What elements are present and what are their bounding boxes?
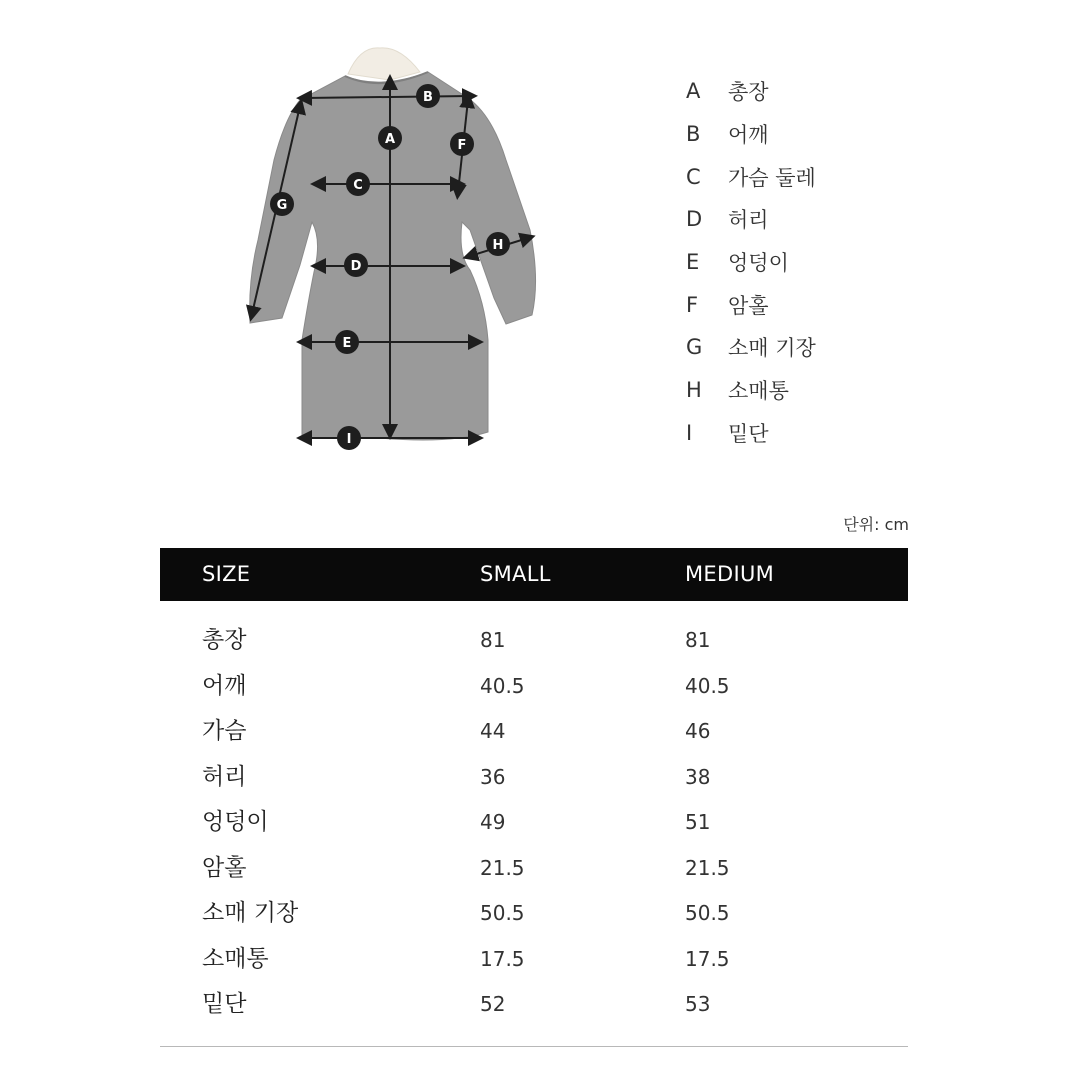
legend-letter: I: [686, 420, 693, 445]
legend-item: [686, 241, 886, 284]
row-medium: 21.5: [685, 855, 730, 880]
svg-text:C: C: [353, 178, 363, 193]
row-medium: 50.5: [685, 901, 730, 925]
row-small: 36: [480, 764, 506, 789]
legend-item: [686, 198, 886, 241]
header-small: SMALL: [480, 562, 551, 586]
marker-a: [378, 126, 402, 150]
marker-e: [335, 330, 359, 354]
legend-label: 어깨: [728, 123, 769, 148]
marker-c: [346, 172, 370, 196]
row-small: 81: [480, 628, 506, 652]
svg-text:I: I: [346, 432, 352, 447]
table-row: [160, 937, 908, 983]
legend-letter: G: [686, 335, 703, 360]
row-medium: 51: [685, 810, 711, 834]
svg-text:D: D: [350, 259, 362, 274]
row-small: 49: [480, 810, 506, 834]
row-small: 44: [480, 719, 506, 743]
marker-d: [344, 253, 368, 277]
svg-text:G: G: [276, 198, 288, 213]
table-row: [160, 982, 908, 1028]
row-medium: 81: [685, 628, 711, 652]
row-name: 총장: [202, 627, 247, 653]
marker-h: [486, 232, 510, 256]
legend-item: [686, 113, 886, 156]
marker-i: [337, 426, 361, 450]
row-name: 허리: [202, 763, 247, 790]
row-small: 50.5: [480, 901, 525, 925]
dress-illustration: [230, 40, 560, 460]
row-name: 어깨: [202, 672, 247, 699]
svg-text:F: F: [457, 138, 467, 153]
table-row: [160, 846, 908, 892]
legend-letter: H: [686, 378, 702, 403]
legend-letter: B: [686, 122, 701, 147]
row-name: 소매통: [202, 945, 269, 972]
legend-item: [686, 326, 886, 369]
legend-item: [686, 412, 886, 455]
legend-label: 엉덩이: [728, 251, 789, 276]
legend-letter: D: [686, 207, 703, 232]
measurement-legend: [686, 70, 886, 454]
legend-label: 암홀: [728, 293, 769, 318]
legend-label: 총장: [728, 80, 769, 105]
svg-text:A: A: [384, 132, 396, 147]
row-medium: 40.5: [685, 673, 730, 698]
row-medium: 17.5: [685, 946, 730, 971]
legend-label: 소매통: [728, 379, 789, 404]
row-name: 엉덩이: [202, 809, 269, 835]
legend-item: [686, 369, 886, 412]
size-table-header: [160, 548, 908, 601]
legend-letter: E: [686, 250, 700, 275]
row-small: 40.5: [480, 673, 525, 698]
legend-letter: F: [686, 292, 699, 317]
legend-label: 허리: [728, 208, 769, 233]
unit-note: 단위: cm: [843, 515, 909, 534]
row-name: 밑단: [202, 991, 247, 1017]
garment-measurement-diagram: [230, 40, 560, 460]
row-name: 가슴: [202, 718, 247, 744]
header-size: SIZE: [202, 562, 251, 586]
row-name: 소매 기장: [202, 900, 299, 926]
legend-label: 소매 기장: [728, 336, 816, 361]
row-small: 52: [480, 992, 506, 1016]
table-row: [160, 618, 908, 664]
legend-item: [686, 283, 886, 326]
legend-letter: C: [686, 164, 701, 189]
table-row: [160, 891, 908, 937]
table-row: [160, 800, 908, 846]
table-row: [160, 755, 908, 801]
svg-text:E: E: [342, 336, 352, 351]
marker-f: [450, 132, 474, 156]
table-row: [160, 709, 908, 755]
legend-letter: A: [686, 79, 701, 104]
bottom-divider: [160, 1046, 908, 1047]
size-table-body: [160, 618, 908, 1028]
row-small: 17.5: [480, 946, 525, 971]
row-name: 암홀: [202, 854, 247, 881]
legend-item: [686, 70, 886, 113]
row-medium: 53: [685, 992, 711, 1016]
row-medium: 38: [685, 764, 711, 789]
header-medium: MEDIUM: [685, 562, 775, 586]
svg-text:H: H: [492, 238, 504, 253]
row-medium: 46: [685, 719, 711, 743]
svg-text:B: B: [423, 90, 433, 105]
marker-b: [416, 84, 440, 108]
hanger-icon: [348, 48, 420, 80]
legend-item: [686, 155, 886, 198]
legend-label: 가슴 둘레: [728, 165, 816, 190]
legend-label: 밑단: [728, 421, 769, 446]
table-row: [160, 664, 908, 710]
marker-g: [270, 192, 294, 216]
row-small: 21.5: [480, 855, 525, 880]
